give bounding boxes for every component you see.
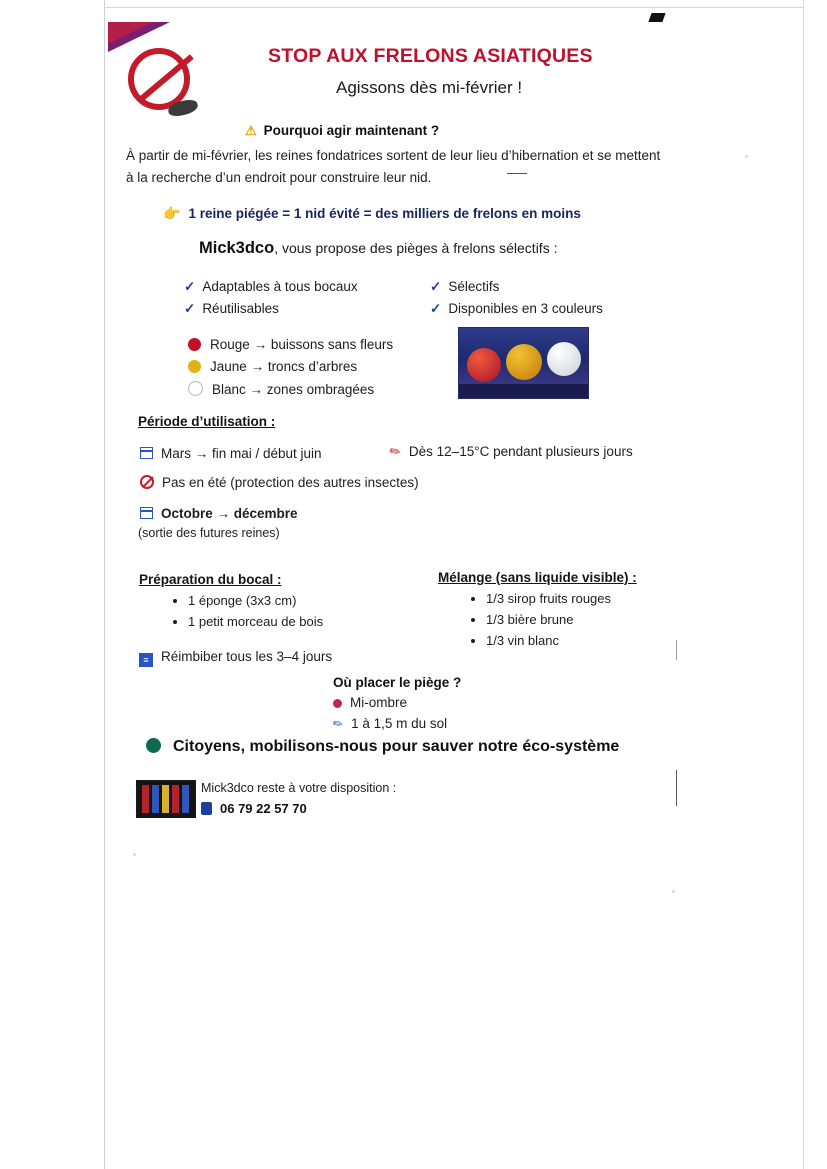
hornet-icon (167, 98, 199, 118)
list-item: • 1 petit morceau de bois (188, 611, 323, 632)
check-icon: ✓ (430, 279, 442, 294)
period-autumn-note: (sortie des futures reines) (138, 526, 280, 540)
logo-triangle-red (108, 22, 153, 44)
warning-icon: ⚠ (245, 123, 257, 138)
color-red-usage: → buissons sans fleurs (253, 337, 394, 352)
scan-speck (672, 890, 675, 893)
placement-title: Où placer le piège ? (333, 675, 462, 690)
footer-photo (136, 780, 196, 818)
no-hornet-logo (108, 22, 212, 114)
footer-photo-bar (142, 785, 149, 813)
list-item: • 1/3 sirop fruits rouges (486, 588, 611, 609)
feature-right-1-label: Sélectifs (448, 279, 500, 294)
brand-line-rest: , vous propose des pièges à frelons sélectifs : (274, 240, 558, 256)
check-icon: ✓ (184, 279, 196, 294)
footer-photo-bar (182, 785, 189, 813)
color-item-yellow (188, 359, 357, 374)
period-autumn (140, 506, 298, 521)
feature-right-2 (430, 301, 603, 317)
brand-name: Mick3dco (199, 239, 275, 257)
call-to-action (146, 738, 619, 756)
page-edge-right (803, 0, 804, 1169)
check-icon: ✓ (184, 301, 196, 316)
product-photo (458, 327, 589, 399)
footer-photo-bar (162, 785, 169, 813)
feature-left-1-label: Adaptables à tous bocaux (202, 279, 358, 294)
pointing-hand-icon: 👉 (163, 205, 181, 221)
handwritten-strike (507, 173, 527, 174)
period-temperature (386, 442, 633, 461)
feature-left-2-label: Réutilisables (202, 301, 279, 316)
page-edge-left (104, 0, 105, 1169)
mixture-list (462, 588, 611, 651)
placement-item-1 (333, 695, 407, 710)
footer-photo-bar (172, 785, 179, 813)
scan-speck (133, 853, 136, 856)
page-subtitle: Agissons dès mi-février ! (336, 78, 523, 97)
footer-photo-bar (152, 785, 159, 813)
color-red-name: Rouge (210, 337, 250, 352)
feature-left-1 (184, 279, 358, 295)
placement-item-1-label: Mi-ombre (350, 695, 408, 710)
intro-paragraph-text: À partir de mi-février, les reines fondatrices sortent de leur lieu d’hibernation et se mettent à la recherche d’un endroit pour construire leur nid. (126, 148, 661, 185)
trap-yellow (506, 344, 542, 380)
thermometer-icon: ✎ (386, 442, 404, 461)
color-yellow-usage: → troncs d’arbres (250, 359, 358, 374)
color-yellow-name: Jaune (210, 359, 247, 374)
list-item: • 1/3 bière brune (486, 609, 611, 630)
scan-artifact-line (676, 770, 677, 806)
period-spring (140, 446, 322, 461)
key-message-text: 1 reine piégée = 1 nid évité = des milliers de frelons en moins (188, 206, 581, 221)
period-spring-label: Mars → fin mai / début juin (161, 446, 322, 461)
color-item-white (188, 381, 374, 397)
footer-text: Mick3dco reste à votre disposition : (201, 781, 397, 795)
placement-item-2-label: 1 à 1,5 m du sol (351, 716, 448, 731)
photo-shadow (459, 384, 588, 398)
why-heading-label: Pourquoi agir maintenant ? (263, 123, 440, 138)
list-item: • 1/3 vin blanc (486, 630, 611, 651)
page-title: STOP AUX FRELONS ASIATIQUES (268, 45, 593, 67)
color-item-red (188, 337, 393, 352)
preparation-refill (139, 649, 332, 667)
color-white-name: Blanc (212, 382, 246, 397)
brand-line (199, 239, 557, 258)
list-item: • 1 éponge (3x3 cm) (188, 590, 323, 611)
check-icon: ✓ (430, 301, 442, 316)
yellow-dot-icon (188, 360, 201, 373)
trap-red (467, 348, 501, 382)
feature-right-2-label: Disponibles en 3 couleurs (448, 301, 603, 316)
why-heading (245, 123, 439, 139)
period-title: Période d’utilisation : (138, 414, 276, 429)
period-summer-label: Pas en été (protection des autres insectes) (162, 475, 419, 490)
period-autumn-label: Octobre → décembre (161, 506, 298, 521)
period-summer-warning (140, 475, 419, 490)
calendar-icon (140, 507, 153, 519)
water-drop-icon: ≡ (139, 653, 153, 667)
footer-phone-number: 06 79 22 57 70 (220, 801, 307, 816)
mixture-title: Mélange (sans liquide visible) : (438, 570, 637, 585)
trap-white (547, 342, 581, 376)
feature-left-2 (184, 301, 279, 317)
page-edge-top (104, 7, 804, 8)
intro-paragraph (126, 145, 666, 189)
scan-speck (745, 155, 748, 158)
prohibition-sign-icon (128, 48, 190, 110)
placement-item-2 (329, 715, 448, 733)
feature-right-1 (430, 279, 499, 295)
call-to-action-label: Citoyens, mobilisons-nous pour sauver notre éco-système (173, 738, 620, 755)
preparation-title: Préparation du bocal : (139, 572, 282, 587)
location-pin-icon (333, 699, 342, 708)
preparation-list (164, 590, 323, 632)
scan-artifact-line-2 (676, 640, 677, 660)
white-dot-icon (188, 381, 203, 396)
period-temperature-label: Dès 12–15°C pendant plusieurs jours (408, 444, 633, 459)
footer-phone (201, 801, 307, 816)
prohibition-icon (140, 475, 154, 489)
scan-artifact-mark (648, 13, 665, 22)
red-dot-icon (188, 338, 201, 351)
preparation-refill-label: Réimbiber tous les 3–4 jours (161, 649, 333, 664)
calendar-icon (140, 447, 153, 459)
ruler-icon: ✎ (329, 715, 347, 733)
color-white-usage: → zones ombragées (249, 382, 375, 397)
key-message (163, 205, 581, 222)
phone-icon (201, 802, 212, 815)
green-dot-icon (146, 738, 161, 753)
